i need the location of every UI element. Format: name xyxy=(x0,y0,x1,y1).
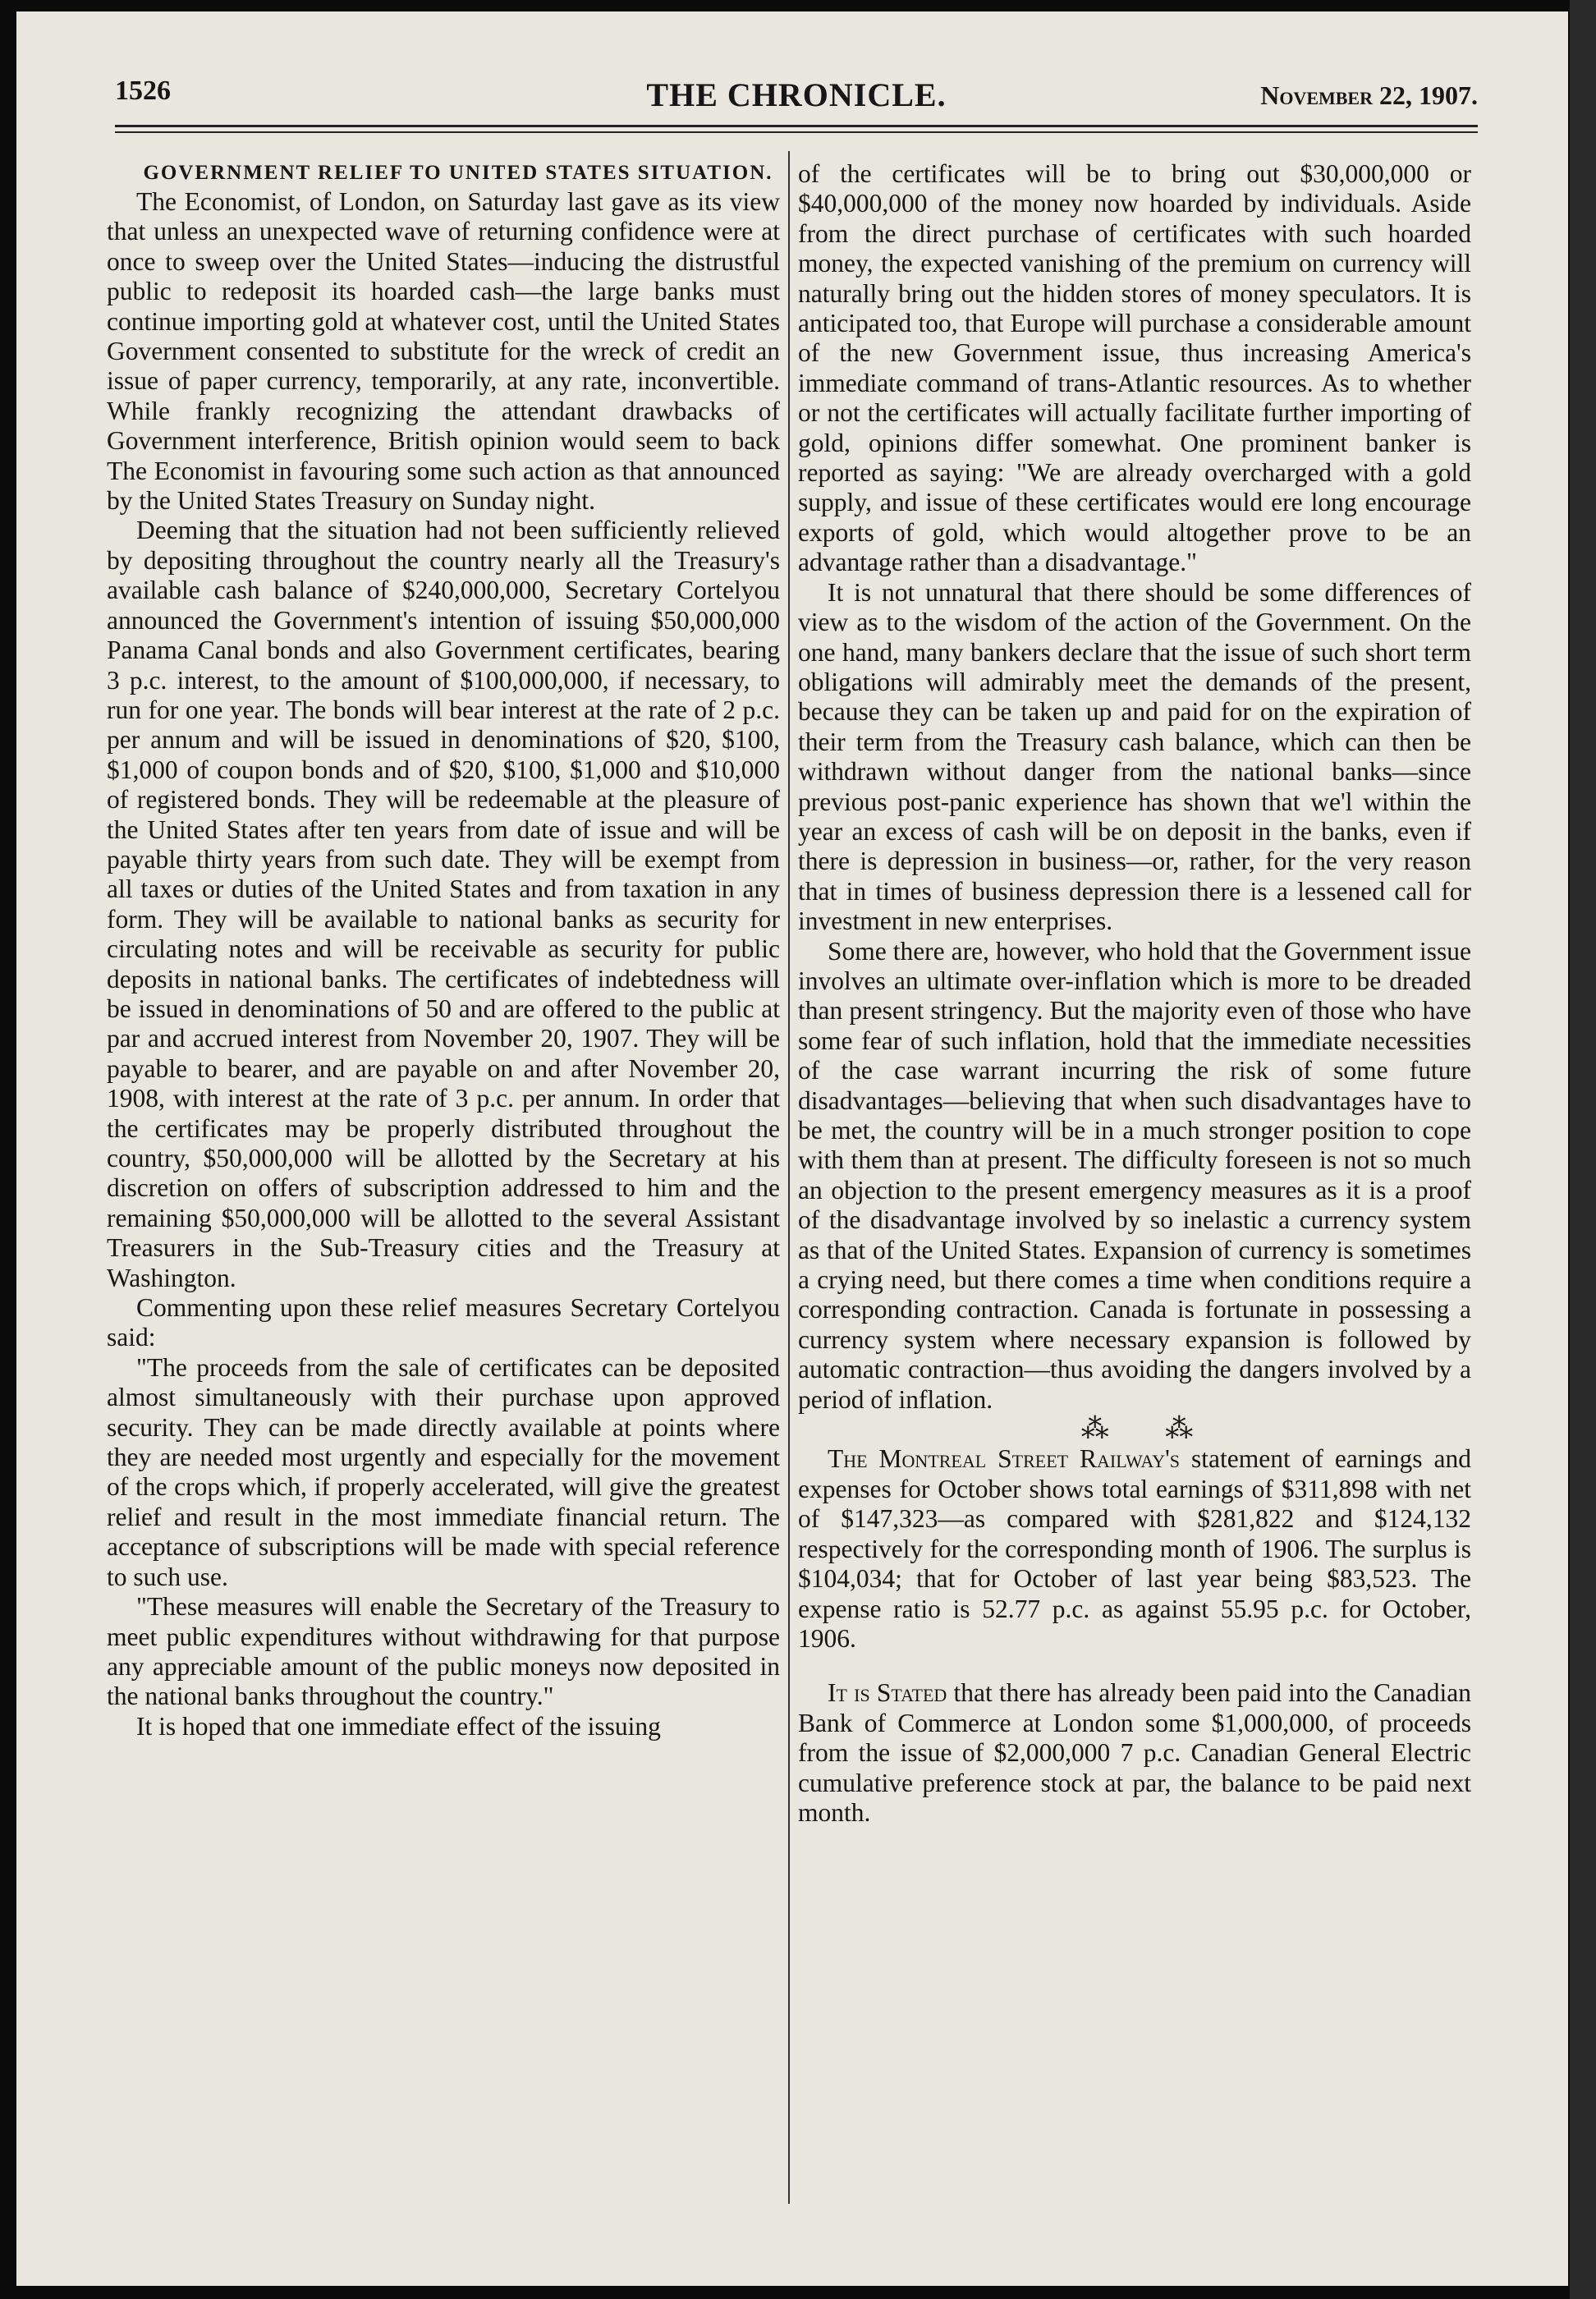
journal-title: THE CHRONICLE. xyxy=(646,76,947,113)
paragraph: It is hoped that one immediate effect of the issuing xyxy=(136,1711,661,1741)
paragraph: Some there are, however, who hold that the Government issue involves an ultimate over-inflation which is more to be dreaded than present stringency. But the majority even of those who have some fear of such inflation, hold that the immediate necessities of the case warrant incurring the risk of some future disadvantages—believing that when such disadvantages have to be met, the country will be in a much stronger position to cope with them than at present. The difficulty foreseen is not so much an objection to the present emergency measures as it is a proof of the disadvantage involved by so inelastic a currency system as that of the United States. Expansion of currency is sometimes a crying need, but there comes a time when conditions require a corresponding contraction. Canada is fortunate in possessing a currency system where necessary expansion is followed by automatic contraction—thus avoiding the dangers involved by a period of inflation. xyxy=(798,936,1471,1414)
column-divider xyxy=(788,151,790,2204)
binding-edge xyxy=(1570,0,1596,2299)
paragraph: Commenting upon these relief measures Secretary Cortelyou said: xyxy=(107,1293,780,1352)
bank-lead: It is Stated xyxy=(828,1678,947,1708)
spacer xyxy=(798,1654,1471,1678)
paragraph: It is not unnatural that there should be some differences of view as to the wisdom of the action of the Government. On the one hand, many bankers declare that the issue of such short term obligations will admirably meet the demands of the present, because they can be taken up and paid for on the expiration of their term from the Treasury cash balance, which can then be withdrawn without danger from the national banks—since previous post-panic experience has shown that we'l within the year an excess of cash will be on deposit in the banks, even if there is depression in business—or, rather, for the very reason that in times of business depression there is a lessened call for investment in new enterprises. xyxy=(798,577,1471,936)
railway-text: statement of earnings and expenses for October shows total earnings of $311,898 with net of $147,323—as compared with $281,822 and $124,132 respectively for the corresponding month of 1906. The surplus is $104,034; that for October of last year being $83,523. The expense ratio is 52.77 p.c. as against 55.95 p.c. for October, 1906. xyxy=(798,1444,1471,1653)
article-title: GOVERNMENT RELIEF TO UNITED STATES SITUATION. xyxy=(143,162,773,184)
left-column xyxy=(107,159,780,1741)
bank-text: that there has already been paid into the Canadian Bank of Commerce at London some $1,000,000, of proceeds from the issue of $2,000,000 7 p.c. Canadian General Electric cumulative preference stock at par, the balance to be paid next month. xyxy=(798,1678,1471,1827)
header-rule-top xyxy=(115,125,1478,127)
issue-date: November 22, 1907. xyxy=(1260,80,1478,110)
bank-item xyxy=(798,1678,1471,1828)
railway-item xyxy=(798,1444,1471,1654)
paragraph: The Economist, of London, on Saturday last gave as its view that unless an unexpected wave of returning confidence were at once to sweep over the United States—inducing the distrustful public to redeposit its hoarded cash—the large banks must continue importing gold at whatever cost, until the United States Government consented to substitute for the wreck of credit an issue of paper currency, temporarily, at any rate, inconvertible. While frankly recognizing the attendant drawbacks of Government interference, British opinion would seem to back The Economist in favouring some such action as that announced by the United States Treasury on Sunday night. xyxy=(107,187,780,516)
paragraph: "The proceeds from the sale of certificates can be deposited almost simultaneously with their purchase upon approved security. They can be made directly available at points where they are needed most urgently and especially for the movement of the crops which, if properly accelerated, will give the greatest relief and result in the most immediate financial return. The acceptance of subscriptions will be made with special reference to such use. xyxy=(107,1352,780,1591)
header-rule-bottom xyxy=(115,131,1478,133)
paragraph: of the certificates will be to bring out $30,000,000 or $40,000,000 of the money now hoarded by individuals. Aside from the direct purchase of certificates with such hoarded money, the expected vanishing of the premium on currency will naturally bring out the hidden stores of money speculators. It is anticipated too, that Europe will purchase a considerable amount of the new Government issue, thus increasing America's immediate command of trans-Atlantic resources. As to whether or not the certificates will actually facilitate further importing of gold, opinions differ somewhat. One prominent banker is reported as saying: "We are already overcharged with a gold supply, and issue of these certificates would ere long encourage exports of gold, which would altogether prove to be an advantage rather than a disadvantage." xyxy=(798,159,1471,577)
section-ornament: ⁂ ⁂ xyxy=(1080,1414,1218,1445)
right-column xyxy=(798,159,1471,1828)
paragraph: "These measures will enable the Secretary of the Treasury to meet public expenditures without withdrawing for that purpose any appreciable amount of the public moneys now deposited in the national banks throughout the country." xyxy=(107,1592,780,1711)
page-number: 1526 xyxy=(115,76,171,106)
newspaper-page xyxy=(16,11,1568,2286)
railway-lead: The Montreal Street Railway's xyxy=(828,1444,1181,1474)
paragraph: Deeming that the situation had not been sufficiently relieved by depositing throughout the country nearly all the Treasury's available cash balance of $240,000,000, Secretary Cortelyou announced the Government's intention of issuing $50,000,000 Panama Canal bonds and also Government certificates, bearing 3 p.c. interest, to the amount of $100,000,000, if necessary, to run for one year. The bonds will bear interest at the rate of 2 p.c. per annum and will be issued in denominations of $20, $100, $1,000 of coupon bonds and of $20, $100, $1,000 and $10,000 of registered bonds. They will be redeemable at the pleasure of the United States after ten years from date of issue and will be payable thirty years from such date. They will be exempt from all taxes or duties of the United States and from taxation in any form. They will be available to national banks as security for circulating notes and will be receivable as security for public deposits in national banks. The certificates of indebtedness will be issued in denominations of 50 and are offered to the public at par and accrued interest from November 20, 1907. They will be payable to bearer, and are payable on and after November 20, 1908, with interest at the rate of 3 p.c. per annum. In order that the certificates may be properly distributed throughout the country, $50,000,000 will be allotted by the Secretary at his discretion on offers of subscription addressed to him and the remaining $50,000,000 will be allotted to the several Assistant Treasurers in the Sub-Treasury cities and the Treasury at Washington. xyxy=(107,516,780,1292)
